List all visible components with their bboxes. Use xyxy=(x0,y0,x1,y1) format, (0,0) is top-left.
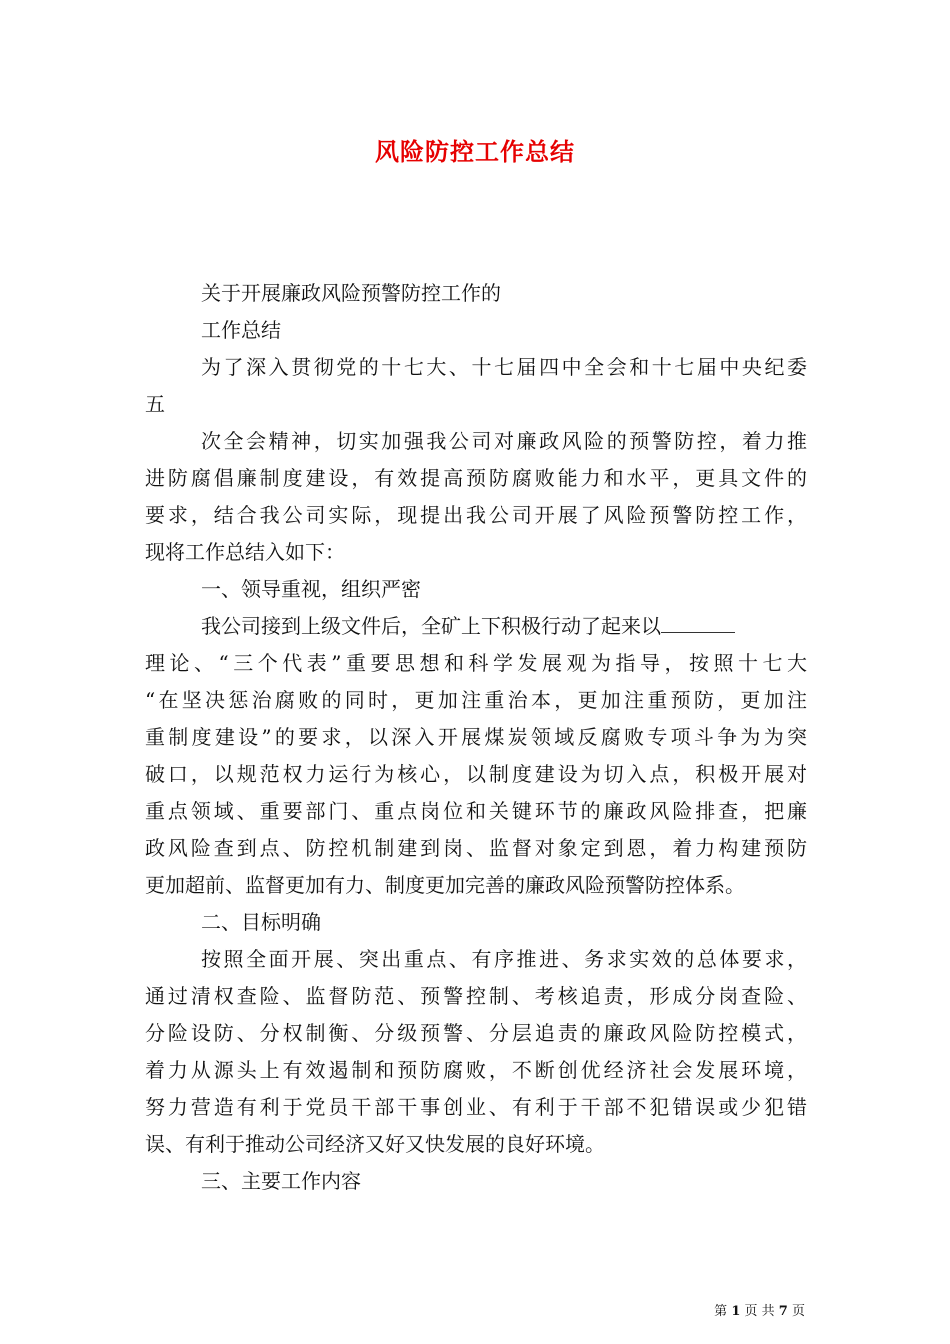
paragraph-line: 为了深入贯彻党的十七大、十七届四中全会和十七届中央纪委 xyxy=(201,355,807,379)
paragraph-line: 关于开展廉政风险预警防控工作的 xyxy=(201,281,501,305)
paragraph-line: 按照全面开展、突出重点、有序推进、务求实效的总体要求， xyxy=(201,947,807,971)
document-body xyxy=(145,275,807,1200)
paragraph-line: 误、有利于推动公司经济又好又快发展的良好环境。 xyxy=(145,1132,605,1156)
footer-total-pages: 7 xyxy=(778,1304,788,1319)
paragraph-line: 次全会精神，切实加强我公司对廉政风险的预警防控，着力推 xyxy=(201,429,807,453)
paragraph-text: 我公司接到上级文件后，全矿上下积极行动了起来以 xyxy=(201,614,661,638)
footer-middle: 页 共 xyxy=(744,1304,775,1319)
paragraph-line: 通过清权查险、监督防范、预警控制、考核追责，形成分岗查险、 xyxy=(145,984,807,1008)
paragraph-line: 要求，结合我公司实际，现提出我公司开展了风险预警防控工作， xyxy=(145,503,807,527)
page-footer xyxy=(714,1300,805,1319)
paragraph-line: 理论、“三个代表”重要思想和科学发展观为指导，按照十七大 xyxy=(145,651,807,675)
paragraph-line: 更加超前、监督更加有力、制度更加完善的廉政风险预警防控体系。 xyxy=(145,873,745,897)
footer-suffix: 页 xyxy=(791,1304,805,1319)
paragraph-line: 重点领域、重要部门、重点岗位和关键环节的廉政风险排查，把廉 xyxy=(145,799,807,823)
paragraph-line: 分险设防、分权制衡、分级预警、分层追责的廉政风险防控模式， xyxy=(145,1021,807,1045)
paragraph-line: 现将工作总结入如下： xyxy=(145,540,345,564)
paragraph-line: 着力从源头上有效遏制和预防腐败，不断创优经济社会发展环境， xyxy=(145,1058,807,1082)
paragraph-line: 重制度建设”的要求，以深入开展煤炭领域反腐败专项斗争为为突 xyxy=(145,725,807,749)
blank-underline xyxy=(661,614,735,633)
paragraph-line: 政风险查到点、防控机制建到岗、监督对象定到恩，着力构建预防 xyxy=(145,836,807,860)
paragraph-line: 努力营造有利于党员干部干事创业、有利于干部不犯错误或少犯错 xyxy=(145,1095,807,1119)
paragraph-line: 工作总结 xyxy=(201,318,281,342)
paragraph-line: 五 xyxy=(145,392,165,416)
footer-page-number: 1 xyxy=(731,1304,741,1319)
document-title: 风险防控工作总结 xyxy=(375,137,575,166)
section-heading: 二、目标明确 xyxy=(201,910,321,934)
paragraph-line: 破口，以规范权力运行为核心，以制度建设为切入点，积极开展对 xyxy=(145,762,807,786)
paragraph-line xyxy=(145,608,807,645)
paragraph-line: 进防腐倡廉制度建设，有效提高预防腐败能力和水平，更具文件的 xyxy=(145,466,807,490)
footer-prefix: 第 xyxy=(714,1304,728,1319)
paragraph-line: “在坚决惩治腐败的同时，更加注重治本，更加注重预防，更加注 xyxy=(145,688,807,712)
section-heading: 三、主要工作内容 xyxy=(201,1169,361,1193)
section-heading: 一、领导重视，组织严密 xyxy=(201,577,421,601)
